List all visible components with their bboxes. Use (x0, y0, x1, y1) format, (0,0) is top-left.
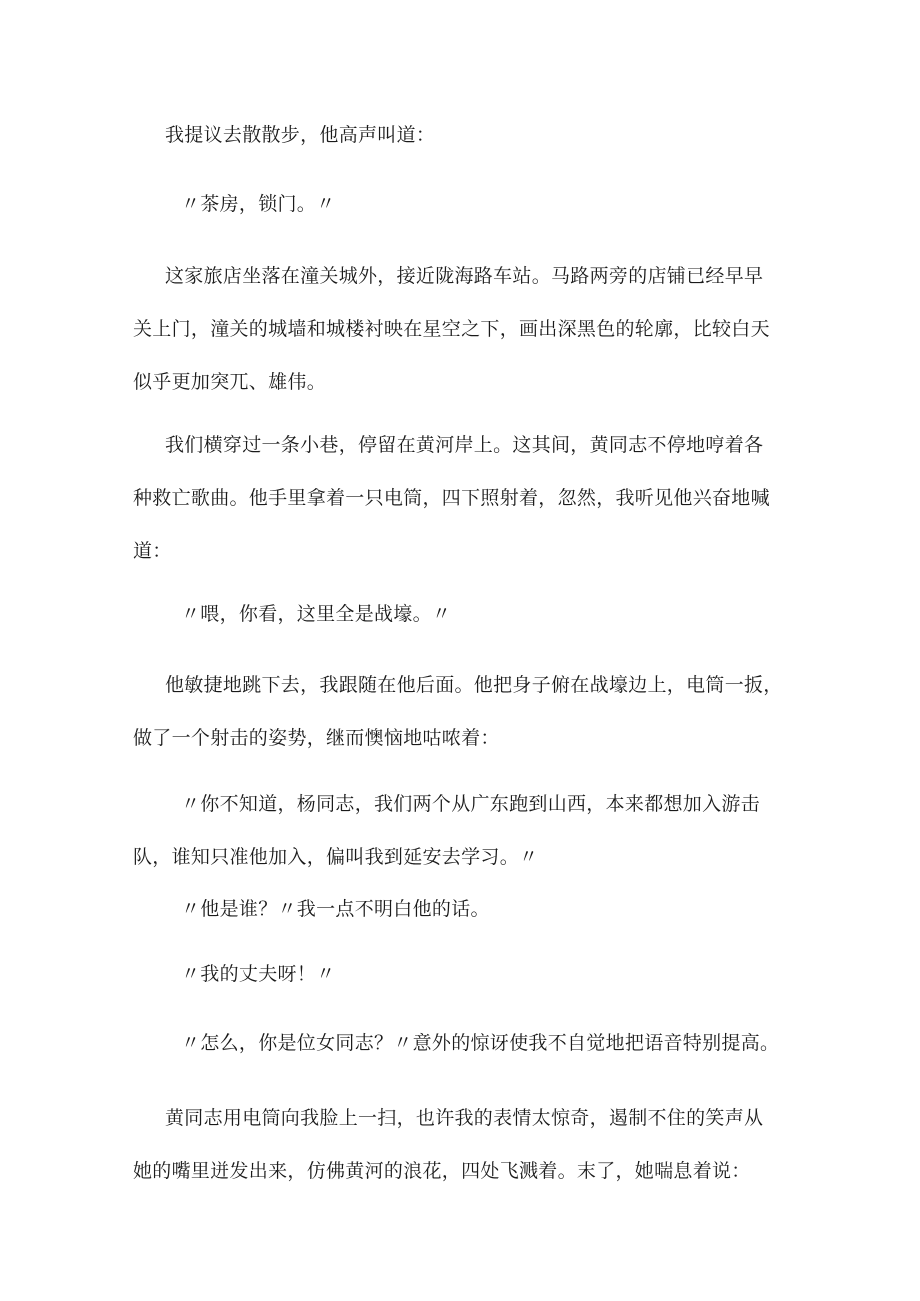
dialogue-paragraph (133, 178, 793, 231)
text-line: 她的嘴里迸发出来，仿佛黄河的浪花，四处飞溅着。末了，她喘息着说： (133, 1160, 751, 1182)
text-line: 〃他是谁？〃我一点不明白他的话。 (181, 898, 490, 920)
text-line: 这家旅店坐落在潼关城外，接近陇海路车站。马路两旁的店铺已经早早 (165, 265, 764, 287)
text-line: 黄同志用电筒向我脸上一扫，也许我的表情太惊奇，遏制不住的笑声从 (165, 1107, 764, 1129)
text-line: 关上门，潼关的城墙和城楼衬映在星空之下，画出深黑色的轮廓，比较白天 (133, 318, 770, 340)
dialogue-paragraph (133, 883, 793, 936)
text-line: 他敏捷地跳下去，我跟随在他后面。他把身子俯在战壕边上，电筒一扳， (165, 674, 783, 696)
paragraph (133, 109, 793, 162)
text-line: 队，谁知只准他加入，偏叫我到延安去学习。〃 (133, 846, 539, 868)
text-line: 道： (133, 540, 172, 562)
paragraph (133, 250, 793, 409)
text-line: 我提议去散散步，他高声叫道： (165, 124, 436, 146)
text-line: 〃喂，你看，这里全是战壕。〃 (181, 603, 452, 625)
text-line: 种救亡歌曲。他手里拿着一只电筒，四下照射着，忽然，我听见他兴奋地喊 (133, 487, 770, 509)
paragraph (133, 659, 793, 765)
dialogue-paragraph (133, 1017, 813, 1070)
dialogue-paragraph (133, 778, 793, 884)
text-line: 〃你不知道，杨同志，我们两个从广东跑到山西，本来都想加入游击 (181, 793, 761, 815)
dialogue-paragraph (133, 588, 793, 641)
paragraph (133, 419, 793, 578)
text-line: 我们横穿过一条小巷，停留在黄河岸上。这其间，黄同志不停地哼着各 (165, 434, 764, 456)
text-line: 做了一个射击的姿势，继而懊恼地咕哝着： (133, 727, 500, 749)
text-line: 〃我的丈夫呀！〃 (181, 963, 336, 985)
text-line: 〃茶房，锁门。〃 (181, 193, 336, 215)
dialogue-paragraph (133, 948, 793, 1001)
paragraph (133, 1092, 793, 1198)
text-line: 〃怎么，你是位女同志？〃意外的惊讶使我不自觉地把语音特别提高。 (181, 1032, 780, 1054)
text-line: 似乎更加突兀、雄伟。 (133, 371, 327, 393)
